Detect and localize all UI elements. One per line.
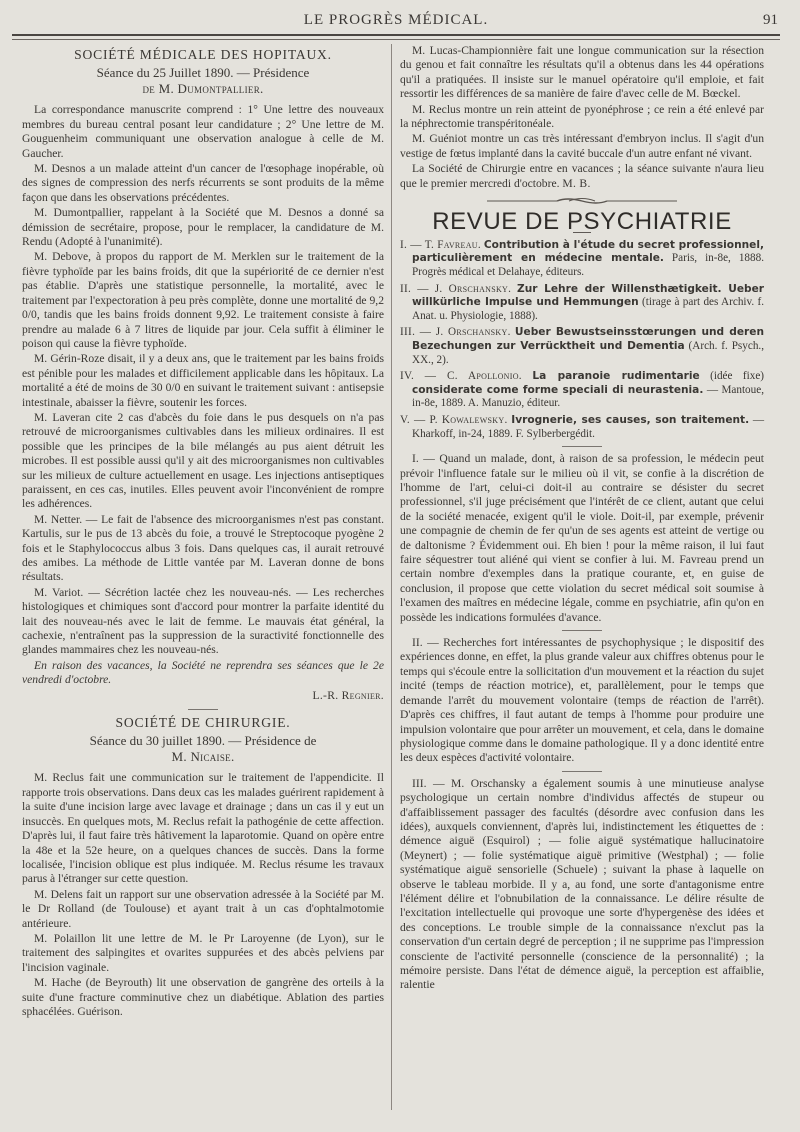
paragraph: M. Desnos a un malade atteint d'un cancer de l'œsophage inopérable, où des signes de compression des nerfs récurrents se sont produits de la même façon que dans les observations précédentes. <box>22 162 384 204</box>
paragraph <box>400 162 764 191</box>
reference-publication: — Mantoue, in-8e, 1889. A. Manuzio, éditeur. <box>412 383 765 410</box>
reference-number: II. — J. Orschansky. <box>400 282 512 295</box>
seance-line: Séance du 25 Juillet 1890. — Présidence <box>96 65 310 81</box>
signature: M. B. <box>562 176 591 190</box>
reference-title: Zur Lehre der Willensthætigkeit. Ueber willkürliche Impulse und Hemmungen <box>412 282 765 309</box>
closing-text: En raison des vacances, la Société ne reprendra ses séances que le 2e vendredi d'octobre. <box>22 658 384 687</box>
reference-number: IV. — C. Apollonio. <box>400 370 522 383</box>
seance-header-hopitaux <box>22 65 384 97</box>
reference-number: III. — J. Orschansky. <box>400 326 511 339</box>
reference-publication: — Kharkoff, in-24, 1889. F. Sylberbergédit. <box>412 414 765 440</box>
column-divider <box>391 44 392 1110</box>
seance-president: de M. Dumontpallier. <box>142 81 264 97</box>
seance-line: Séance du 30 juillet 1890. — Présidence de <box>89 733 317 749</box>
seance-header-chirurgie <box>22 733 384 765</box>
ornament-divider-icon <box>400 195 764 209</box>
paragraph: M. Laveran cite 2 cas d'abcès du foie dans le pus desquels on n'a pas retrouvé de microorganismes cultivables dans les milieux ordinaires. Il est possible que les principes de la bile mélangés au pus aient détruit les microbes. Il est possible aussi qu'il y ait des microorganismes non cultivables sur les milieux de culture actuellement en usage. Les injections antiseptiques paraissent, en ces cas, inutiles. Elles peuvent avoir l'inconvénient de rompre les adhérences. <box>22 410 384 511</box>
reference-title-cont: considerate come forme speciali di neurastenia. <box>412 383 704 396</box>
seance-president: M. Nicaise. <box>171 749 235 765</box>
section-separator <box>188 709 218 710</box>
section-title-hopitaux: SOCIÉTÉ MÉDICALE DES HOPITAUX. <box>74 47 332 62</box>
header-double-rule <box>12 39 780 40</box>
paragraph: III. — M. Orschansky a également soumis à une minutieuse analyse psychologique un certain nombre d'individus affectés de stupeur ou d'affaiblissement passager des facultés (désordre avec confusion dans les idées), auxquels conviennent, d'après lui, indistinctement les étiquettes de : démence aiguë (Esquirol) ; — folie aiguë systématique hallucinatoire (Meynert) ; — folie systématique aiguë primitive (Westphal) ; — folie systématique aiguë sensorielle (Schuele) ; suivant la phase à laquelle on observe le tableau morbide. Il y a, au fond, une sorte d'antagonisme entre l'élément délire et l'obnubilation de la connaissance. Le délire résulte de l'excitation intellectuelle qui provoque une sorte d'hypergenèse des idées et des conceptions. Le trouble simple de la connaissance n'exclut pas la conservation d'un certain degré de perception ; il ne supprime pas l'impression consciente de l'activité personnelle (conscience de la personnalité) ; la mémoire persiste. Dans l'état de démence aiguë, la perception est affaiblie, ralentie <box>400 776 764 992</box>
paragraph: M. Debove, à propos du rapport de M. Merklen sur le traitement de la fièvre typhoïde par les bains froids, dit que la supériorité de ce dernier n'est pas établie. D'après une statistique personnelle, la mortalité, avec le traitement par l'expectoration à peu près complète, donne une mortalité de 9,2 0/0, tandis que les bains froids donnent 9,92. Le traitement consiste à faire prendre au malade 6 à 7 litres de liquide par jour. Cela suffit à éliminer le poison qui cause la fièvre typhoïde. <box>22 250 384 350</box>
reference-publication: Paris, in-8e, 1888. Progrès médical et Delahaye, éditeurs. <box>412 252 764 279</box>
reference-rule <box>562 446 602 447</box>
paragraph: M. Guéniot montre un cas très intéressant d'embryon inclus. Il s'agit d'un vestige de fœtus implanté dans la cavité buccale d'un autre enfant né vivant. <box>400 132 764 160</box>
page-number: 91 <box>763 12 778 28</box>
reference-publication: (tirage à part des Archiv. f. Anat. u. Physiologie, 1888). <box>412 296 764 322</box>
reference-entry <box>400 326 764 367</box>
reference-publication: (Arch. f. Psych., XX., 2). <box>412 340 765 366</box>
paragraph-text: La Société de Chirurgie entre en vacances ; la séance suivante n'aura lieu que le premier mercredi d'octobre. <box>400 162 764 190</box>
page-header <box>12 6 780 36</box>
rubric-title: REVUE DE PSYCHIATRIE <box>432 208 732 236</box>
reference-entry <box>400 370 764 411</box>
paragraph: M. Reclus fait une communication sur le traitement de l'appendicite. Il rapporte trois observations. Dans deux cas les malades guérirent rapidement à la suite d'une incision large avec lavage et drainage ; dans un cas il y eut un insuccès. En quelques mots, M. Reclus refait la pathogénie de cette affection. D'après lui, il faut faire très hâtivement la laparotomie. Quand on opère entre la 48e et la 52e heure, on a quelques chances de succès. Dans la forme localisée, l'incision oblique est plus indiquée. M. Reclus résume les travaux parus à l'étranger sur cette question. <box>22 771 384 886</box>
paragraph: M. Gérin-Roze disait, il y a deux ans, que le traitement par les bains froids est pénible pour les malades et difficilement applicable dans les hôpitaux. La mortalité a été de moins de 30 0/0 en suivant le traitement suivant : antisepsie intestinale, abaisser la fièvre, soutenir les forces. <box>22 352 384 409</box>
reference-entry <box>400 239 764 280</box>
paragraph: M. Dumontpallier, rappelant à la Société que M. Desnos a donné sa démission de secrétaire, propose, pour le remplacer, la candidature de M. Rendu (Adopté à l'unanimité). <box>22 206 384 249</box>
paragraph-rule <box>562 771 602 772</box>
paragraph: M. Reclus montre un rein atteint de pyonéphrose ; ce rein a été enlevé par la néphrectomie transpéritonéale. <box>400 102 764 131</box>
paragraph: I. — Quand un malade, dont, à raison de sa profession, le médecin peut prévoir l'influence fatale sur le milieu où il vit, se confie à la discrétion de l'homme de l'art, celui-ci doit-il au contraire se désister du secret professionnel, s'il juge précisément que l'intérêt de ce client, autant que celui de la société menacée, exigent qu'il le viole. Doit-il, par exemple, prévenir une compagnie de chemin de fer qu'un de ses agents est atteint de vertige ou de daltonisme ? Évidemment oui. Eh bien ! pour la même raison, il lui faut faire séquestrer tout aliéné qui vient se confier à lui. M. Favreau prend un certain nombre d'exemples dans la pratique courante, et, en guise de conclusion, il propose que cette violation du secret médical soit soumise à l'examen des maîtres en médecine légale, comme en psychiatrie, afin qu'on en possède les indications formulées d'avance. <box>400 452 764 624</box>
reference-entry <box>400 283 764 324</box>
right-column <box>400 44 764 994</box>
reference-title: Ivrognerie, ses causes, son traitement. <box>511 414 750 426</box>
running-title: LE PROGRÈS MÉDICAL. <box>303 12 489 28</box>
signature: L.-R. Regnier. <box>312 688 384 702</box>
paragraph: La correspondance manuscrite comprend : 1° Une lettre des nouveaux membres du bureau central posant leur candidature ; 2° Une lettre de M. Gouguenheim communiquant une observation analogue à celle de M. Gaucher. <box>22 103 384 160</box>
closing-note <box>22 659 384 688</box>
paragraph-rule <box>562 630 602 631</box>
paragraph: M. Netter. — Le fait de l'absence des microorganismes n'est pas constant. Kartulis, sur le pus de 13 abcès du foie, a trouvé le Streptocoque pyogène 2 fois et le Staphylococcus albus 3 fois. Dans quelques cas, il aurait retrouvé des amibes. La méthode de Little vantée par M. Laveran donne de bons résultats. <box>22 512 384 584</box>
reference-title: Contribution à l'étude du secret professionnel, particulièrement en médecine mentale. <box>412 238 764 265</box>
reference-title: Ueber Bewustseinsstœrungen und deren Bezechungen zur Verrücktheit und Dementia <box>412 326 764 353</box>
paragraph: M. Lucas-Championnière fait une longue communication sur la résection du genou et fait connaître les résultats qu'il a obtenus dans les 44 opérations qu'il a pratiquées. Il insiste sur le manuel opératoire qu'il emploie, et fait ressortir les différences de sa manière de faire d'avec celle de M. Bœckel. <box>400 44 764 101</box>
reference-number: V. — P. Kowalewsky. <box>400 414 508 426</box>
paragraph: II. — Recherches fort intéressantes de psychophysique ; le dispositif des expériences donne, en effet, la plus grande valeur aux chiffres obtenus pour le temps qui s'écoule entre la sollicitation d'un mouvement et la réaction du sujet incité (temps de réaction motrice), et, parallèlement, pour le temps que demande l'arrêt du mouvement volontaire (temps de réaction de l'arrêt). D'après ces chiffres, il faut autant de temps à l'homme pour produire une impulsion volontaire que pour arrêter un mouvement, et cela, dans le domaine physiologique comme dans le domaine pathologique. Il y a donc identité entre les deux espèces d'activité volontaire. <box>400 636 764 765</box>
paragraph: M. Variot. — Sécrétion lactée chez les nouveau-nés. — Les recherches histologiques et chimiques sont d'accord pour montrer la parfaite identité du lait des nouveau-nés avec le lait de femme. Le mauvais état général, la cachexie, n'entraînent pas la suppression de la suractivité fonctionnelle des glandes mammaires chez les nouveau-nés. <box>22 585 384 657</box>
reference-entry <box>400 414 764 441</box>
paragraph: M. Polaillon lit une lettre de M. le Pr Laroyenne (de Lyon), sur le traitement des salpingites et ovarites suppurées et des abcès pelviens par l'incision vaginale. <box>22 931 384 974</box>
paragraph: M. Delens fait un rapport sur une observation adressée à la Société par M. le Dr Rolland (de Toulouse) et ayant trait à un cas d'ophtalmotomie antérieure. <box>22 887 384 930</box>
reference-number: I. — T. Favreau. <box>400 238 481 251</box>
section-title-chirurgie: SOCIÉTÉ DE CHIRURGIE. <box>115 715 291 731</box>
reference-note: (idée fixe) <box>710 370 765 383</box>
reference-title: La paranoie rudimentarie <box>532 370 700 383</box>
left-column <box>22 44 384 1020</box>
paragraph: M. Hache (de Beyrouth) lit une observation de gangrène des orteils à la suite d'une fracture comminutive chez un diabétique. Ablation des parties sphacélées. Guérison. <box>22 976 384 1018</box>
